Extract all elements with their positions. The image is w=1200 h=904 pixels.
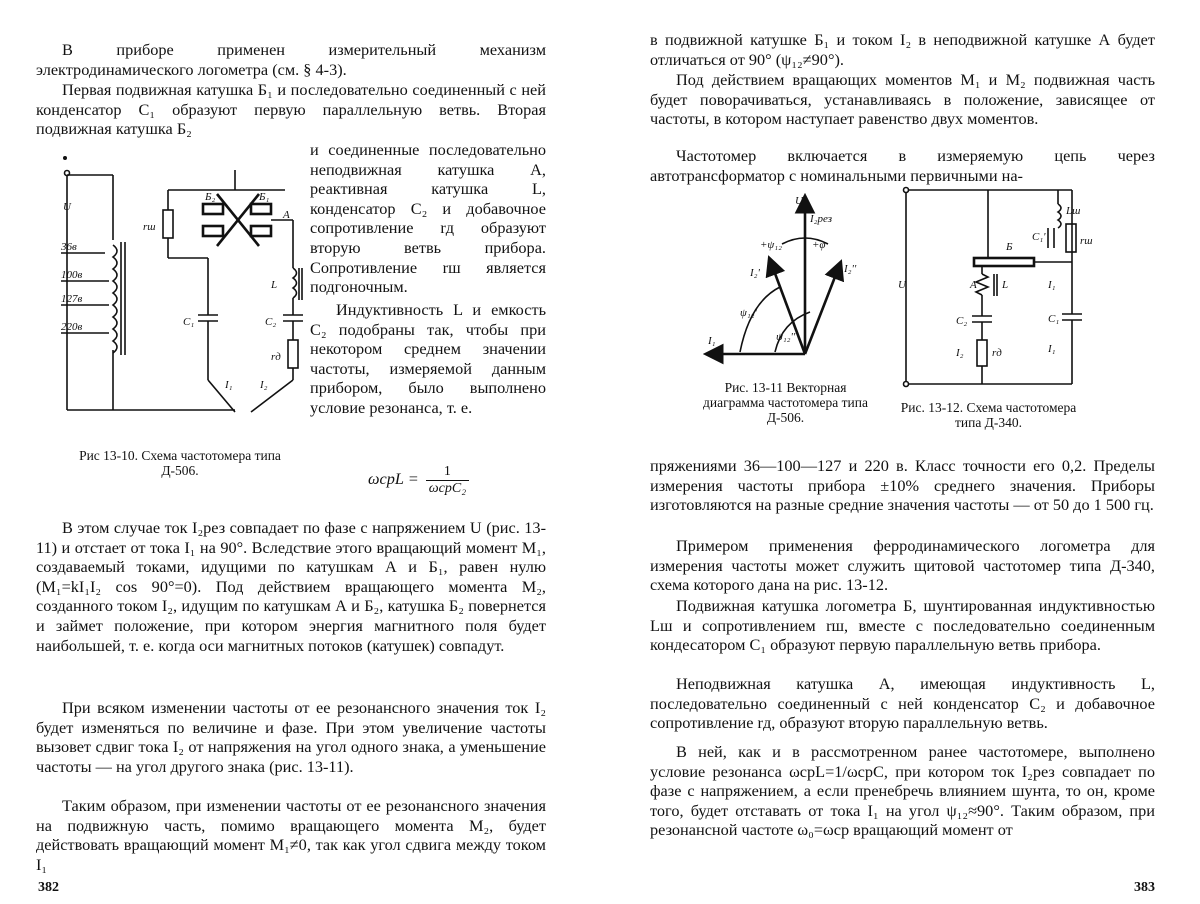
vec-label-psi12pp: ψ₁₂'' <box>776 331 796 343</box>
label-C1-1312: C₁ <box>1048 313 1059 325</box>
label-I1-top: I₁ <box>1047 279 1056 291</box>
vec-label-I2pp: I₂'' <box>843 263 857 275</box>
label-I1-bottom: I₁ <box>1047 343 1056 355</box>
label-rd: rд <box>271 351 281 363</box>
left-side-text: и соединенные последовательно неподвижная катушка А, реактивная катушка L, конденсатор C₂ и добавочное сопротивление rд образуют вторую ветвь прибора. Сопротивление rш является подгоночным. <box>310 140 546 297</box>
terminal-top <box>904 188 909 193</box>
vec-label-I2rez: I₂рез <box>809 213 832 225</box>
resistor-rd <box>288 340 298 368</box>
right-paragraph-3: Частотомер включается в измеряемую цепь через автотрансформатор с номинальными первичными на- <box>650 146 1155 185</box>
left-paragraph-4: При всяком изменении частоты от ее резонансного значения ток I₂ будет изменяться по величине и фазе. При этом увеличение частоты вызовет сдвиг тока I₂ от напряжения на угол одного знака, а уменьшение частоты — на угол другого знака (рис. 13-11). <box>36 698 546 776</box>
resonance-formula <box>368 464 469 497</box>
left-paragraph-1: В приборе применен измерительный механизм электродинамического логометра (см. § 4-3). <box>36 40 546 79</box>
vector-I2-double-prime <box>805 264 840 354</box>
angle-arc-psi12p <box>740 287 780 352</box>
right-paragraph-1: в подвижной катушке Б₁ и током I₂ в неподвижной катушке А будет отличаться от 90° (ψ₁₂≠90°). <box>650 30 1155 69</box>
coil-A <box>976 274 988 295</box>
left-page <box>0 0 600 904</box>
coil-right-top <box>251 204 271 214</box>
right-page <box>600 0 1200 904</box>
label-rsh-1312: rш <box>1080 235 1093 247</box>
vec-label-psi12p: ψ₁₂' <box>740 307 757 319</box>
terminal-bottom <box>904 382 909 387</box>
left-paragraph-3: В этом случае ток I₂рез совпадает по фазе с напряжением U (рис. 13-11) и отстает от тока I₁ на 90°. Вследствие этого вращающий момент M₁, создаваемый токами, идущими по катушкам А и Б₁, равен нулю (M₁=kI₁I₂ cos 90°=0). Под действием вращающего момента M₂, созданного током I₂, идущим по катушкам А и Б₂, катушка Б₂ повернется и займет положение, при котором энергия магнитного поля будет наибольшей, т. е. когда оси магнитных потоков (катушек) совпадут. <box>36 518 546 655</box>
label-B2: Б₂ <box>204 191 215 203</box>
label-A-1312: А <box>969 279 977 291</box>
left-paragraph-2: Первая подвижная катушка Б₁ и последовательно соединенный с ней конденсатор C₁ образуют первую параллельную ветвь. Вторая подвижная катушка Б₂ <box>36 80 546 139</box>
figure-13-12-circuit <box>898 184 1098 394</box>
figure-13-12-caption: Рис. 13-12. Схема частотомера типа Д-340. <box>896 400 1081 430</box>
label-C1-top: C₁' <box>1032 231 1046 243</box>
label-C2: C₂ <box>265 316 276 328</box>
resistor-rd-1312 <box>977 340 987 366</box>
right-paragraph-7: Неподвижная катушка А, имеющая индуктивность L, последовательно соединенный с ней конденсатор C₂ и добавочное сопротивление rд, образуют вторую параллельную ветвь. <box>650 674 1155 733</box>
coil-B <box>974 258 1034 266</box>
figure-13-10-circuit <box>55 150 300 450</box>
right-paragraph-4: пряжениями 36—100—127 и 220 в. Класс точности его 0,2. Пределы измерения частоты прибора ±10% среднего значения. Приборы изготовляются на разные средние значения частоты — от 50 до 1 500 гц. <box>650 456 1155 515</box>
label-36v: 36в <box>60 241 77 253</box>
figure-13-11-vector-diagram <box>700 192 885 372</box>
figure-13-10-caption: Рис 13-10. Схема частотомера типа Д-506. <box>60 448 300 478</box>
label-I2-1312: I₂ <box>955 347 964 359</box>
label-I1: I₁ <box>224 379 233 391</box>
right-paragraph-6: Подвижная катушка логометра Б, шунтированная индуктивностью Lш и сопротивлением rш, вместе с последовательно соединенным кондесатором C₁ образуют первую параллельную ветвь прибора. <box>650 596 1155 655</box>
left-paragraph-5: Таким образом, при изменении частоты от ее резонансного значения на подвижную часть, помимо вращающего момента M₂, будет действовать вращающий момент M₁≠0, так как угол сдвига между током I₁ <box>36 796 546 874</box>
vec-label-I2p: I₂' <box>749 267 760 279</box>
label-rd-1312: rд <box>992 347 1002 359</box>
label-A: А <box>282 209 290 221</box>
formula-lhs: ωсрL = <box>368 469 419 488</box>
vec-label-phi-plus: +φ <box>812 239 826 251</box>
autotransformer-winding <box>113 245 117 353</box>
figure-13-11-caption: Рис. 13-11 Векторная диаграмма частотомера типа Д-506. <box>698 380 873 425</box>
label-rsh: rш <box>143 221 156 233</box>
label-C2-1312: C₂ <box>956 315 967 327</box>
inductance-Lsh <box>1058 204 1061 228</box>
label-U: U <box>63 201 72 213</box>
coil-left-bottom <box>203 226 223 236</box>
label-B1: Б₁ <box>258 191 269 203</box>
coil-left-top <box>203 204 223 214</box>
label-100v: 100в <box>61 269 83 281</box>
reactive-coil-L <box>293 268 297 298</box>
label-Lsh: Lш <box>1065 205 1080 217</box>
right-paragraph-8: В ней, как и в рассмотренном ранее частотомере, выполнено условие резонанса ωсрL=1/ωсрC, при котором ток I₂рез совпадает по фазе с напряжением, а если пренебречь влиянием шунта, то он, кроме того, будет отставать от тока I₁ на угол ψ₁₂≈90°. Таким образом, при резонансной частоте ω₀=ωср вращающий момент от <box>650 742 1155 840</box>
label-L: L <box>270 279 277 291</box>
vec-label-U: U <box>795 195 804 207</box>
page-number-left: 382 <box>38 878 59 898</box>
label-220v: 220в <box>61 321 83 333</box>
right-paragraph-5: Примером применения ферродинамического логометра для измерения частоты может служить щитовой частотомер типа Д-340, схема которого дана на рис. 13-12. <box>650 536 1155 595</box>
label-U-1312: U <box>898 279 907 291</box>
label-127v: 127в <box>61 293 83 305</box>
terminal-dot <box>63 156 67 160</box>
left-side-text-2: Индуктивность L и емкость C₂ подобраны так, чтобы при некотором среднем значении частоты, измеряемой данным прибором, было выполнено условие резонанса, т. е. <box>310 300 546 418</box>
formula-numerator: 1 <box>426 464 469 481</box>
formula-denominator: ωсрC₂ <box>426 481 469 497</box>
label-L-1312: L <box>1001 279 1008 291</box>
label-B-1312: Б <box>1005 241 1013 253</box>
label-C1: C₁ <box>183 316 194 328</box>
right-paragraph-2: Под действием вращающих моментов M₁ и M₂ подвижная часть будет поворачиваться, устанавливаясь в положение, зависящее от частоты, в котором наступает равенство двух моментов. <box>650 70 1155 129</box>
page-number-right: 383 <box>1134 878 1155 898</box>
label-I2: I₂ <box>259 379 268 391</box>
vec-label-psi12-plus: +ψ₁₂ <box>760 239 782 251</box>
vec-label-I1: I₁ <box>707 335 716 347</box>
resistor-rsh-1312 <box>1066 224 1076 252</box>
coil-right-bottom <box>251 226 271 236</box>
resistor-rsh <box>163 210 173 238</box>
